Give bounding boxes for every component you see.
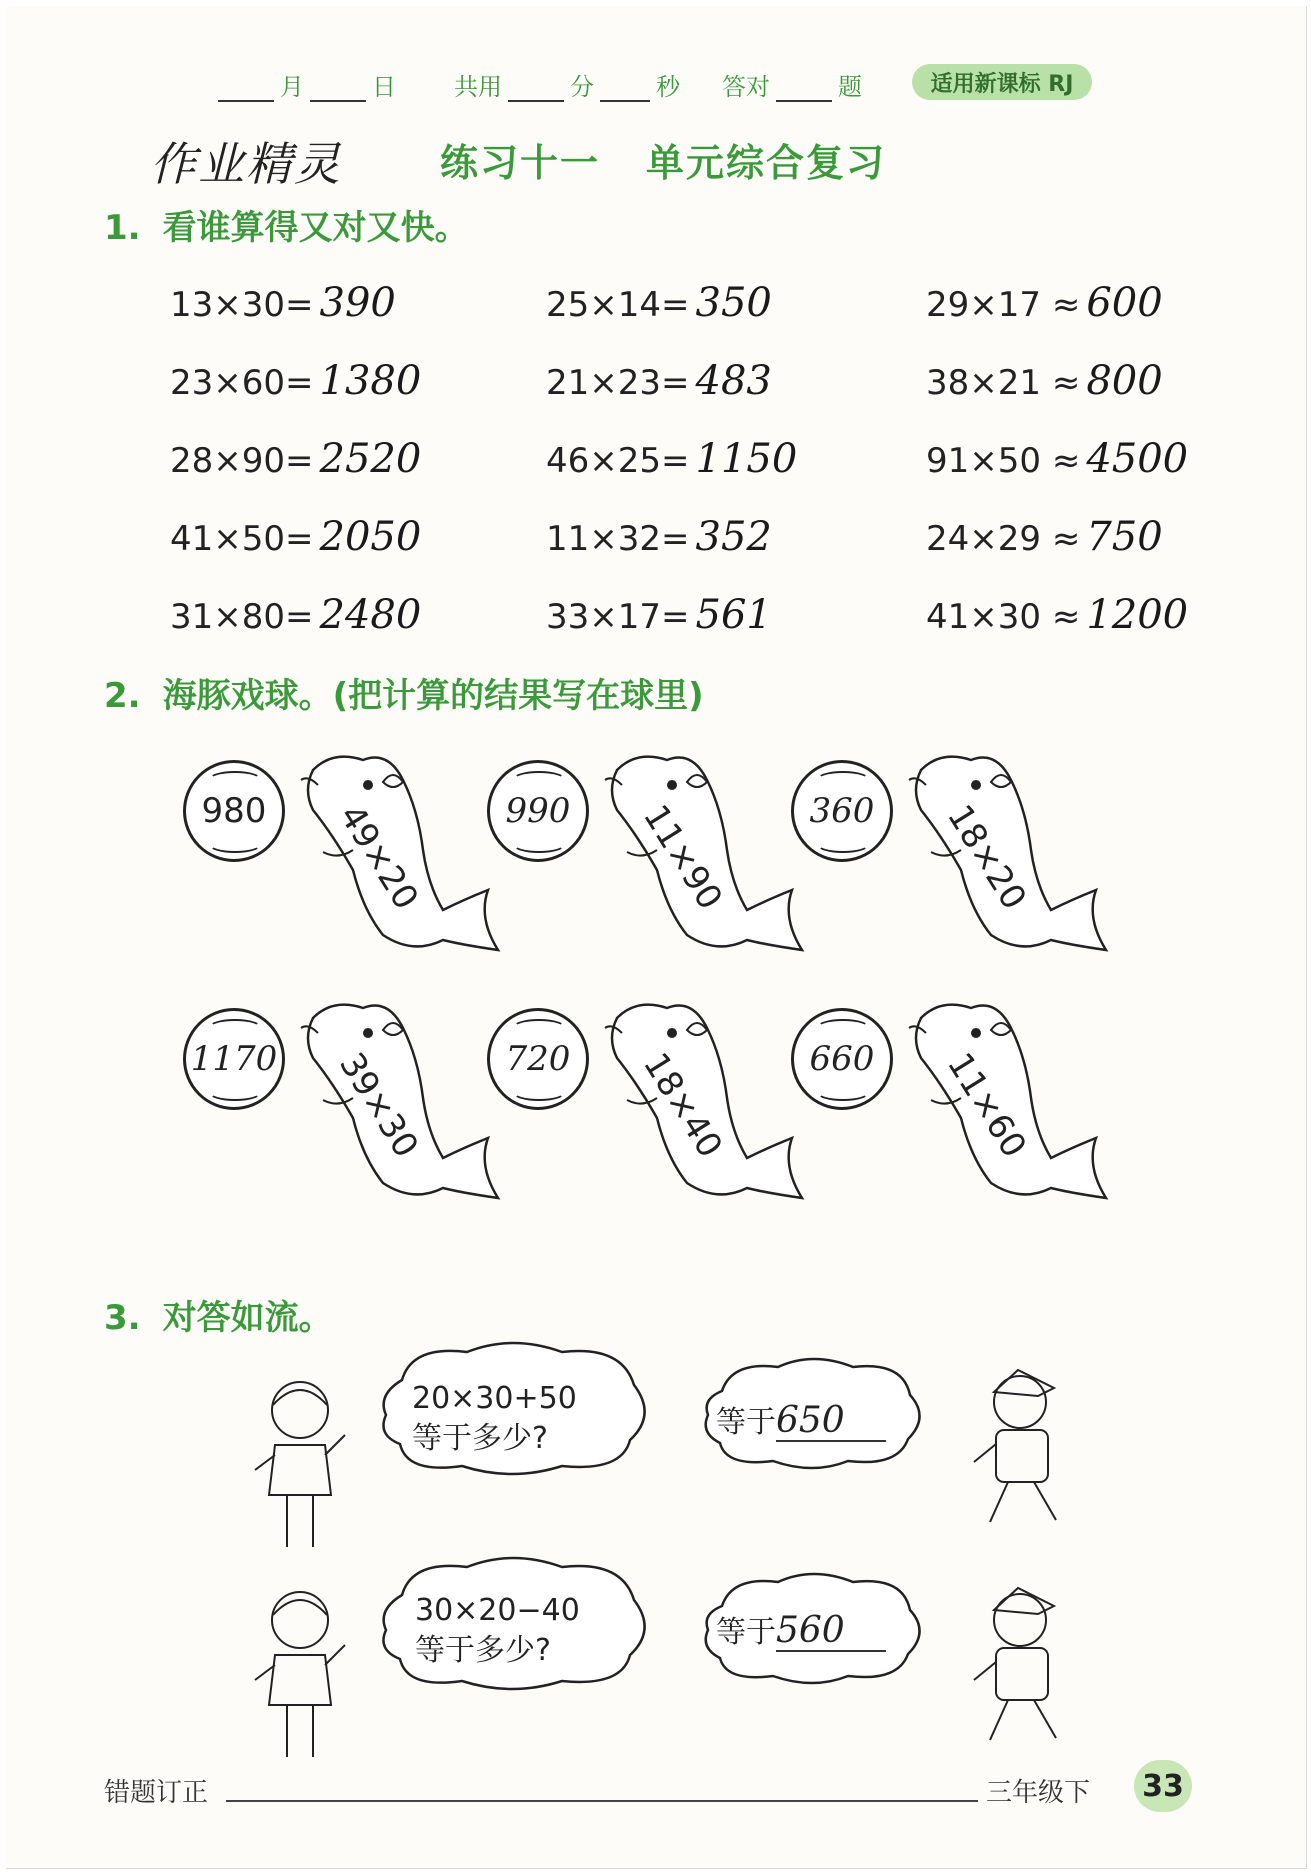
total-label: 共用 [454, 73, 502, 101]
section3-number: 3. [104, 1298, 141, 1338]
answer-2-label: 等于 [716, 1615, 776, 1650]
ball[interactable] [487, 1008, 589, 1110]
calc-item [170, 514, 421, 560]
calc-item [170, 280, 396, 326]
calc-question: 38×21 ≈ [926, 363, 1081, 403]
correct-label: 答对 [722, 73, 770, 101]
page-number: 33 [1134, 1760, 1192, 1812]
calc-answer[interactable]: 1150 [695, 436, 798, 482]
calc-answer[interactable]: 750 [1086, 514, 1163, 560]
calc-question: 46×25= [546, 441, 690, 481]
dolphin-icon [293, 988, 523, 1208]
calc-answer[interactable]: 2050 [319, 514, 422, 560]
boy-figure-2 [968, 1580, 1078, 1750]
dolphin-icon [901, 740, 1131, 960]
dolphin-icon [901, 988, 1131, 1208]
ball[interactable] [791, 1008, 893, 1110]
calc-answer[interactable]: 2480 [319, 592, 422, 638]
calc-item [546, 592, 772, 638]
dolphin-icon [293, 740, 523, 960]
dolphin-expression: 49×20 [331, 798, 426, 917]
calc-question: 29×17 ≈ [926, 285, 1081, 325]
ball[interactable] [487, 760, 589, 862]
section2-number: 2. [104, 676, 141, 716]
dolphin-expression: 39×30 [331, 1046, 426, 1165]
dolphin-expression: 18×20 [939, 798, 1034, 917]
calc-item [170, 436, 421, 482]
calc-answer[interactable]: 600 [1086, 280, 1163, 326]
day-label: 日 [372, 73, 396, 101]
grade-label: 三年级下 [986, 1778, 1091, 1808]
calc-item [926, 436, 1188, 482]
ball-answer: 720 [505, 1039, 571, 1079]
correct-blank[interactable] [776, 70, 832, 102]
calc-answer[interactable]: 561 [695, 592, 772, 638]
boy-figure [968, 1362, 1078, 1532]
calc-question: 23×60= [170, 363, 314, 403]
ball[interactable] [791, 760, 893, 862]
seconds-blank[interactable] [600, 70, 650, 102]
calc-question: 33×17= [546, 597, 690, 637]
dolphin-icon [597, 988, 827, 1208]
seconds-label: 秒 [656, 73, 680, 101]
day-blank[interactable] [310, 70, 366, 102]
answer-1-label: 等于 [716, 1405, 776, 1440]
ball-answer: 990 [505, 791, 571, 831]
section2-title: 海豚戏球。(把计算的结果写在球里) [162, 676, 704, 716]
ball[interactable] [183, 760, 285, 862]
section3-heading [104, 1290, 333, 1339]
calc-answer[interactable]: 800 [1086, 358, 1163, 404]
calc-question: 11×32= [546, 519, 690, 559]
calc-question: 13×30= [170, 285, 314, 325]
calc-question: 25×14= [546, 285, 690, 325]
calc-answer[interactable]: 352 [695, 514, 772, 560]
calc-question: 28×90= [170, 441, 314, 481]
question-label: 题 [838, 73, 862, 101]
calc-answer[interactable]: 2520 [319, 436, 422, 482]
calc-item [926, 514, 1163, 560]
month-label: 月 [280, 73, 304, 101]
section1-title: 看谁算得又对又快。 [162, 208, 469, 248]
calc-answer[interactable]: 1380 [319, 358, 422, 404]
question-1-ask: 等于多少? [412, 1421, 548, 1456]
ball-answer: 980 [201, 791, 267, 831]
dolphin-expression: 18×40 [635, 1046, 730, 1165]
ball-answer: 1170 [190, 1039, 278, 1079]
page-title [440, 132, 886, 187]
ball[interactable] [183, 1008, 285, 1110]
logo: 作业精灵 [150, 137, 342, 191]
calc-answer[interactable]: 390 [319, 280, 396, 326]
section3-title: 对答如流。 [162, 1298, 333, 1338]
ball-answer: 360 [809, 791, 875, 831]
header-fields [218, 62, 868, 102]
question-2-ask: 等于多少? [415, 1633, 551, 1668]
calc-item [926, 592, 1188, 638]
calc-answer[interactable]: 350 [695, 280, 772, 326]
curriculum-badge: 适用新课标 RJ [912, 64, 1092, 100]
calc-item [926, 280, 1163, 326]
ball-answer: 660 [809, 1039, 875, 1079]
dolphin-icon [597, 740, 827, 960]
calc-item [170, 358, 421, 404]
calc-item [926, 358, 1163, 404]
dolphin-expression: 11×60 [939, 1046, 1034, 1165]
calc-item [546, 280, 772, 326]
calc-question: 31×80= [170, 597, 314, 637]
calc-answer[interactable]: 1200 [1086, 592, 1189, 638]
answer-1-value[interactable]: 650 [776, 1402, 886, 1442]
calc-question: 24×29 ≈ [926, 519, 1081, 559]
answer-2-value[interactable]: 560 [776, 1612, 886, 1652]
calc-question: 41×30 ≈ [926, 597, 1081, 637]
calc-item [170, 592, 421, 638]
calc-answer[interactable]: 4500 [1086, 436, 1189, 482]
calc-question: 21×23= [546, 363, 690, 403]
question-2-expr: 30×20−40 [415, 1593, 580, 1628]
section1-number: 1. [104, 208, 141, 248]
calc-item [546, 436, 797, 482]
calc-answer[interactable]: 483 [695, 358, 772, 404]
section2-heading [104, 668, 704, 717]
question-1-expr: 20×30+50 [412, 1381, 577, 1416]
calc-item [546, 358, 772, 404]
minutes-blank[interactable] [508, 70, 564, 102]
dolphin-expression: 11×90 [635, 798, 730, 917]
section1-heading [104, 200, 469, 249]
correction-label: 错题订正 [104, 1778, 209, 1808]
calc-item [546, 514, 772, 560]
title-part2: 单元综合复习 [646, 141, 887, 185]
month-blank[interactable] [218, 70, 274, 102]
calc-question: 41×50= [170, 519, 314, 559]
minutes-label: 分 [570, 73, 594, 101]
correction-line[interactable] [226, 1800, 978, 1802]
calc-question: 91×50 ≈ [926, 441, 1081, 481]
girl-figure-2 [245, 1585, 355, 1765]
title-part1: 练习十一 [440, 141, 601, 185]
girl-figure [245, 1375, 355, 1555]
